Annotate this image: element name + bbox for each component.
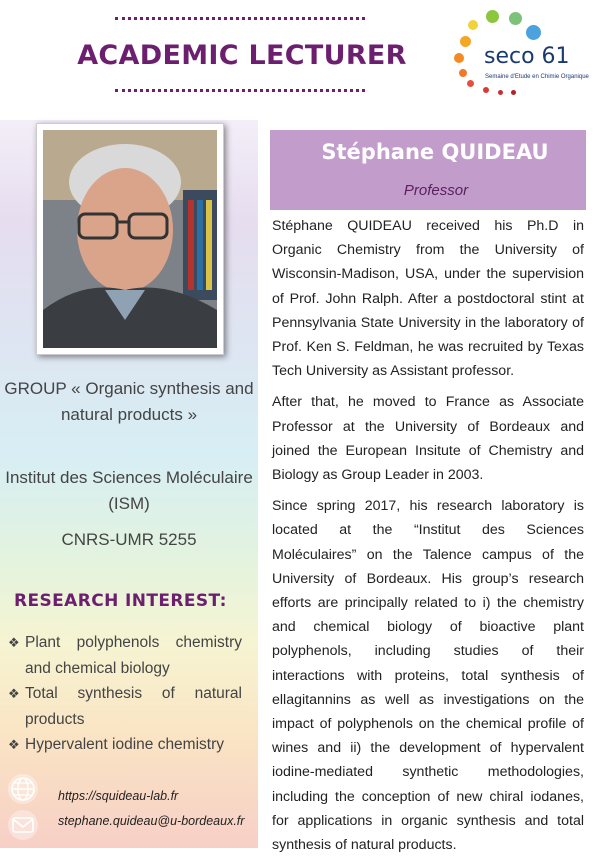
biography: [272, 214, 584, 864]
bio-paragraph: Since spring 2017, his research laboratory is located at the “Institut des Sciences Moléculaires” on the Talence campus of the University of Bordeaux. His group’s research efforts are principally related to i) the chemistry and chemical biology of bioactive plant polyphenols, including studies of their interactions with proteins, total synthesis of ellagitannins as well as investigations on the impact of polyphenols on the chemical profile of wines and ii) the development of hypervalent iodine-mediated synthetic methodologies, including the conception of new chiral iodanes, for applications in organic synthesis and total synthesis of natural products.: [272, 498, 584, 854]
person-name: Stéphane QUIDEAU: [321, 140, 549, 164]
list-item: [8, 630, 242, 681]
bio-paragraph: After that, he moved to France as Associate Professor at the University of Bordeaux and joined the European Insitute of Chemistry and Biology as Group Leader in 2003.: [272, 394, 584, 484]
bio-paragraph: Stéphane QUIDEAU received his Ph.D in Organic Chemistry from the University of Wisconsin-Madison, USA, under the supervision of Prof. John Ralph. After a postdoctoral stint at Pennsylvania State University in the laboratory of Prof. Ken S. Feldman, he was recruited by Texas Tech University as Assistant professor.: [272, 218, 584, 380]
logo-dot: [467, 80, 474, 87]
logo-dot: [526, 25, 541, 40]
group-name: GROUP « Organic synthesis and natural products »: [4, 379, 254, 424]
logo-dot: [483, 87, 489, 93]
person-role: Professor: [403, 182, 469, 199]
website-link[interactable]: https://squideau-lab.fr: [58, 789, 179, 803]
research-heading: RESEARCH INTEREST:: [14, 591, 227, 611]
logo-text: seco 61: [484, 44, 570, 69]
globe-icon: [8, 774, 38, 804]
research-item-text: Plant polyphenols chemistry and chemical biology: [25, 634, 242, 677]
portrait-photo: [43, 130, 217, 348]
research-list: [8, 630, 242, 758]
logo-dot: [486, 10, 499, 23]
diamond-bullet-icon: ❖: [8, 737, 20, 752]
name-banner: [270, 130, 586, 210]
logo-dot: [468, 20, 478, 30]
logo-dot: [459, 69, 467, 77]
logo-dot: [498, 90, 503, 95]
institute-name: Institut des Sciences Moléculaire (ISM): [5, 468, 253, 513]
logo-subtitle: Semaine d'Etude en Chimie Organique: [485, 74, 589, 80]
logo-dot: [511, 90, 516, 95]
envelope-icon: [8, 810, 38, 840]
research-item-text: Hypervalent iodine chemistry: [25, 736, 225, 753]
logo-dot: [509, 12, 522, 25]
bottom-dotted-divider: [115, 89, 365, 92]
top-dotted-divider: [115, 17, 365, 20]
research-item-text: Total synthesis of natural products: [25, 685, 242, 728]
list-item: [8, 681, 242, 732]
logo-dot: [460, 36, 471, 47]
logo-dot: [454, 53, 464, 63]
list-item: [8, 732, 242, 758]
portrait-frame: [36, 123, 224, 355]
unit-code: CNRS-UMR 5255: [61, 530, 197, 549]
diamond-bullet-icon: ❖: [8, 635, 20, 650]
email-link[interactable]: stephane.quideau@u-bordeaux.fr: [58, 814, 245, 828]
diamond-bullet-icon: ❖: [8, 686, 20, 701]
page-title: ACADEMIC LECTURER: [77, 40, 407, 71]
